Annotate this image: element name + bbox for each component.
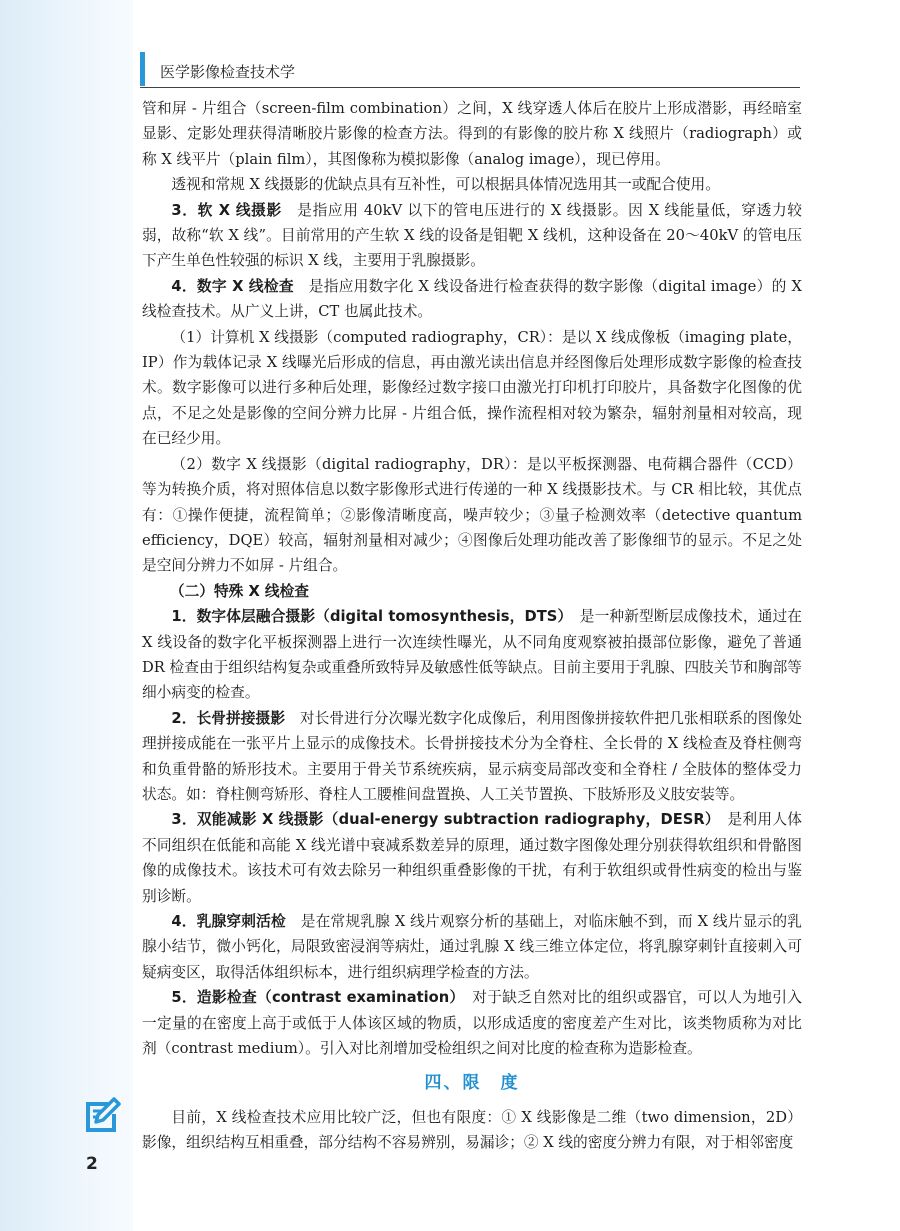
paragraph: （1）计算机 X 线摄影（computed radiography，CR）：是以 X 线成像板（imaging plate，IP）作为载体记录 X 线曝光后形成的信息，再由激光读出信息并经图像后处理形成数字影像的检查技术。数字影像可以进行多种后处理，影像经过数字接口由激光打印机打印胶片，具备数字化图像的优点，不足之处是影像的空间分辨力比屏 - 片组合低，操作流程相对较为繁杂，辐射剂量相对较高，现在已经少用。	[142, 328, 802, 448]
running-header-title: 医学影像检查技术学	[160, 63, 296, 81]
page-number: 2	[86, 1154, 98, 1174]
item-lead: 3．双能减影 X 线摄影（dual-energy subtraction radiography，DESR）	[171, 811, 713, 829]
page-body	[142, 96, 802, 1156]
item-lead: 4．乳腺穿刺活检	[171, 913, 286, 930]
paragraph-text: 是一种新型断层成像技术，通过在 X 线设备的数字化平板探测器上进行一次连续性曝光，从不同角度观察被拍摄部位影像，避免了普通 DR 检查由于组织结构复杂或重叠所致特异及敏感性低等缺点。目前主要用于乳腺、四肢关节和胸部等细小病变的检查。	[142, 608, 802, 702]
paragraph	[142, 807, 802, 909]
paragraph	[142, 909, 802, 985]
item-lead: 2．长骨拼接摄影	[171, 709, 286, 727]
side-margin-strip	[0, 0, 133, 1231]
paragraph-text: 是利用人体不同组织在低能和高能 X 线光谱中衰减系数差异的原理，通过数字图像处理分别获得软组织和骨骼图像的成像技术。该技术可有效去除另一种组织重叠影像的干扰，有利于软组织或骨性病变的检出与鉴别诊断。	[142, 811, 802, 905]
section-title: 四、限 度	[424, 1073, 520, 1094]
paragraph-text: 是在常规乳腺 X 线片观察分析的基础上，对临床触不到，而 X 线片显示的乳腺小结节，微小钙化，局限致密浸润等病灶，通过乳腺 X 线三维立体定位，将乳腺穿刺针直接刺入可疑病变区，取得活体组织标本，进行组织病理学检查的方法。	[142, 913, 802, 981]
paragraph: 管和屏 - 片组合（screen-film combination）之间，X 线穿透人体后在胶片上形成潜影，再经暗室显影、定影处理获得清晰胶片影像的检查方法。得到的有影像的胶片称 X 线照片（radiograph）或称 X 线平片（plain film），其图像称为模拟影像（analog image），现已停用。	[142, 100, 802, 168]
paragraph: （2）数字 X 线摄影（digital radiography，DR）：是以平板探测器、电荷耦合器件（CCD）等为转换介质，将对照体信息以数字影像形式进行传递的一种 X 线摄影技术。与 CR 相比较，其优点有：①操作便捷，流程简单；②影像清晰度高，噪声较少；③量子检测效率（detective quantum efficiency，DQE）较高，辐射剂量相对减少；④图像后处理功能改善了影像细节的显示。不足之处是空间分辨力不如屏 - 片组合。	[142, 455, 802, 575]
paragraph-text: 对于缺乏自然对比的组织或器官，可以人为地引入一定量的在密度上高于或低于人体该区域的物质，以形成适度的密度差产生对比，该类物质称为对比剂（contrast medium）。引入对比剂增加受检组织之间对比度的检查称为造影检查。	[142, 989, 802, 1058]
item-lead: 4．数字 X 线检查	[171, 277, 294, 295]
subsection-heading: （二）特殊 X 线检查	[169, 582, 309, 600]
paragraph	[142, 274, 802, 325]
edit-note-icon	[84, 1096, 122, 1134]
header-accent-bar	[140, 52, 145, 86]
paragraph	[142, 706, 802, 808]
paragraph-text: 是指应用数字化 X 线设备进行检查获得的数字影像（digital image）的 X 线检查技术。从广义上讲，CT 也属此技术。	[142, 277, 802, 321]
paragraph: 目前，X 线检查技术应用比较广泛，但也有限度：① X 线影像是二维（two dimension，2D）影像，组织结构互相重叠，部分结构不容易辨别，易漏诊；② X 线的密度分辨力有限，对于相邻密度	[142, 1108, 802, 1152]
paragraph	[142, 604, 802, 706]
item-lead: 3．软 X 线摄影	[171, 201, 282, 219]
paragraph-text: 对长骨进行分次曝光数字化成像后，利用图像拼接软件把几张相联系的图像处理拼接成能在一张平片上显示的成像技术。长骨拼接技术分为全脊柱、全长骨的 X 线检查及脊柱侧弯和负重骨骼的矫形技术。主要用于骨关节系统疾病，显示病变局部改变和全脊柱 / 全肢体的整体受力状态。如：脊柱侧弯矫形、脊柱人工腰椎间盘置换、人工关节置换、下肢矫形及义肢安装等。	[142, 709, 802, 803]
header-rule	[140, 87, 800, 88]
paragraph: 透视和常规 X 线摄影的优缺点具有互补性，可以根据具体情况选用其一或配合使用。	[171, 176, 720, 194]
item-lead: 5．造影检查（contrast examination）	[171, 989, 458, 1007]
paragraph	[142, 985, 802, 1061]
item-lead: 1．数字体层融合摄影（digital tomosynthesis，DTS）	[171, 608, 565, 626]
paragraph-text: 是指应用 40kV 以下的管电压进行的 X 线摄影。因 X 线能量低，穿透力较弱，故称“软 X 线”。目前常用的产生软 X 线的设备是钼靶 X 线机，这种设备在 20～40kV 的管电压下产生单色性较强的标识 X 线，主要用于乳腺摄影。	[142, 201, 802, 270]
paragraph	[142, 198, 802, 274]
